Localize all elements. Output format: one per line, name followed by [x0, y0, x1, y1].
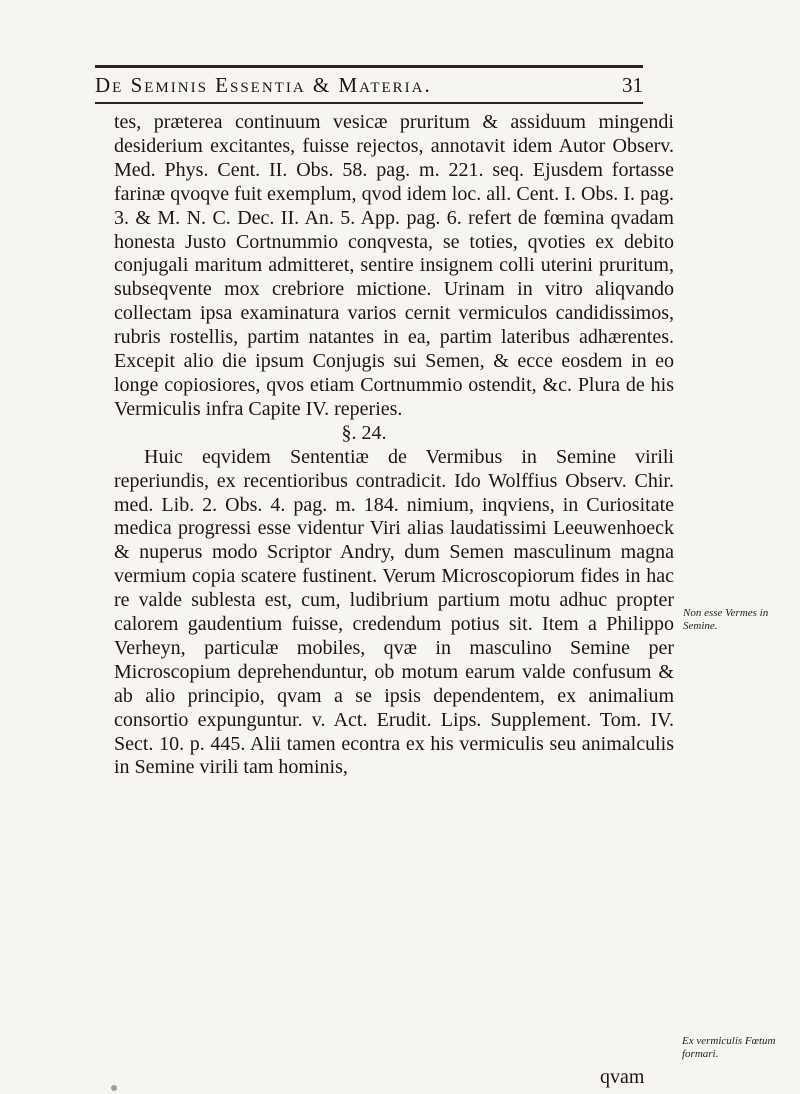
section-number: §. 24. — [341, 421, 387, 444]
ink-smudge — [111, 1085, 117, 1091]
paragraph-2: Huic eqvidem Sententiæ de Vermibus in Semine virili reperiundis, ex recentioribus contradicit. Ido Wolffius Observ. Chir. med. Lib. 2. Obs. 4. pag. m. 184. nimium, inqviens, in Curiositate medica progressi esse videntur Viri alias laudatissimi Leeuwenhoeck & nuperus modo Scriptor Andry, dum Semen masculinum magna vermium copia scatere fustinent. Verum Microscopiorum fides in hac re valde sublesta est, cum, ludibrium partium motu adhuc propter calorem gaudentium fuisse, credendum potius sit. Item a Philippo Verheyn, particulæ mobiles, qvæ in masculino Semine per Microscopium deprehenduntur, ob motum earum valde confusum & ab alio principio, qvam a se ipsis dependentem, ex animalium consortio expunguntur. v. Act. Erudit. Lips. Supplement. Tom. IV. Sect. 10. p. 445. Alii tamen econtra ex his vermiculis seu animalculis in Semine virili tam hominis, — [114, 445, 674, 779]
catchword: qvam — [600, 1066, 645, 1088]
header-rule — [95, 102, 643, 104]
paragraph-1: tes, præterea continuum vesicæ pruritum & assiduum mingendi desiderium excitantes, fuisse rejectos, annotavit idem Autor Observ. Med. Phys. Cent. II. Obs. 58. pag. m. 221. seq. Ejusdem fortasse farinæ qvoqve fuit exemplum, qvod idem loc. all. Cent. I. Obs. I. pag. 3. & M. N. C. Dec. II. An. 5. App. pag. 6. refert de fœmina qvadam honesta Justo Cortnummio conqvesta, se toties, qvoties ex debito conjugali maritum admitteret, sentire insignem colli uterini pruritum, subseqvente mox crebriore mictione. Urinam in vitro aliqvando collectam ipsa examinatura varios cernit vermiculos candidissimos, rubris rostellis, partim natantes in ea, partim lateribus adhærentes. Excepit alio die ipsum Conjugis sui Semen, & ecce eosdem in eo longe copiosiores, qvos etiam Cortnummio ostendit, &c. Plura de his Vermiculis infra Capite IV. reperies. — [114, 111, 674, 420]
margin-note-1: Non esse Vermes in Semine. — [683, 607, 769, 632]
margin-note-2: Ex vermiculis Fœtum formari. — [682, 1035, 776, 1060]
running-title: De Seminis Essentia & Materia. — [95, 73, 432, 97]
body-text — [114, 111, 674, 780]
running-header — [95, 68, 643, 102]
page-number: 31 — [622, 73, 643, 97]
